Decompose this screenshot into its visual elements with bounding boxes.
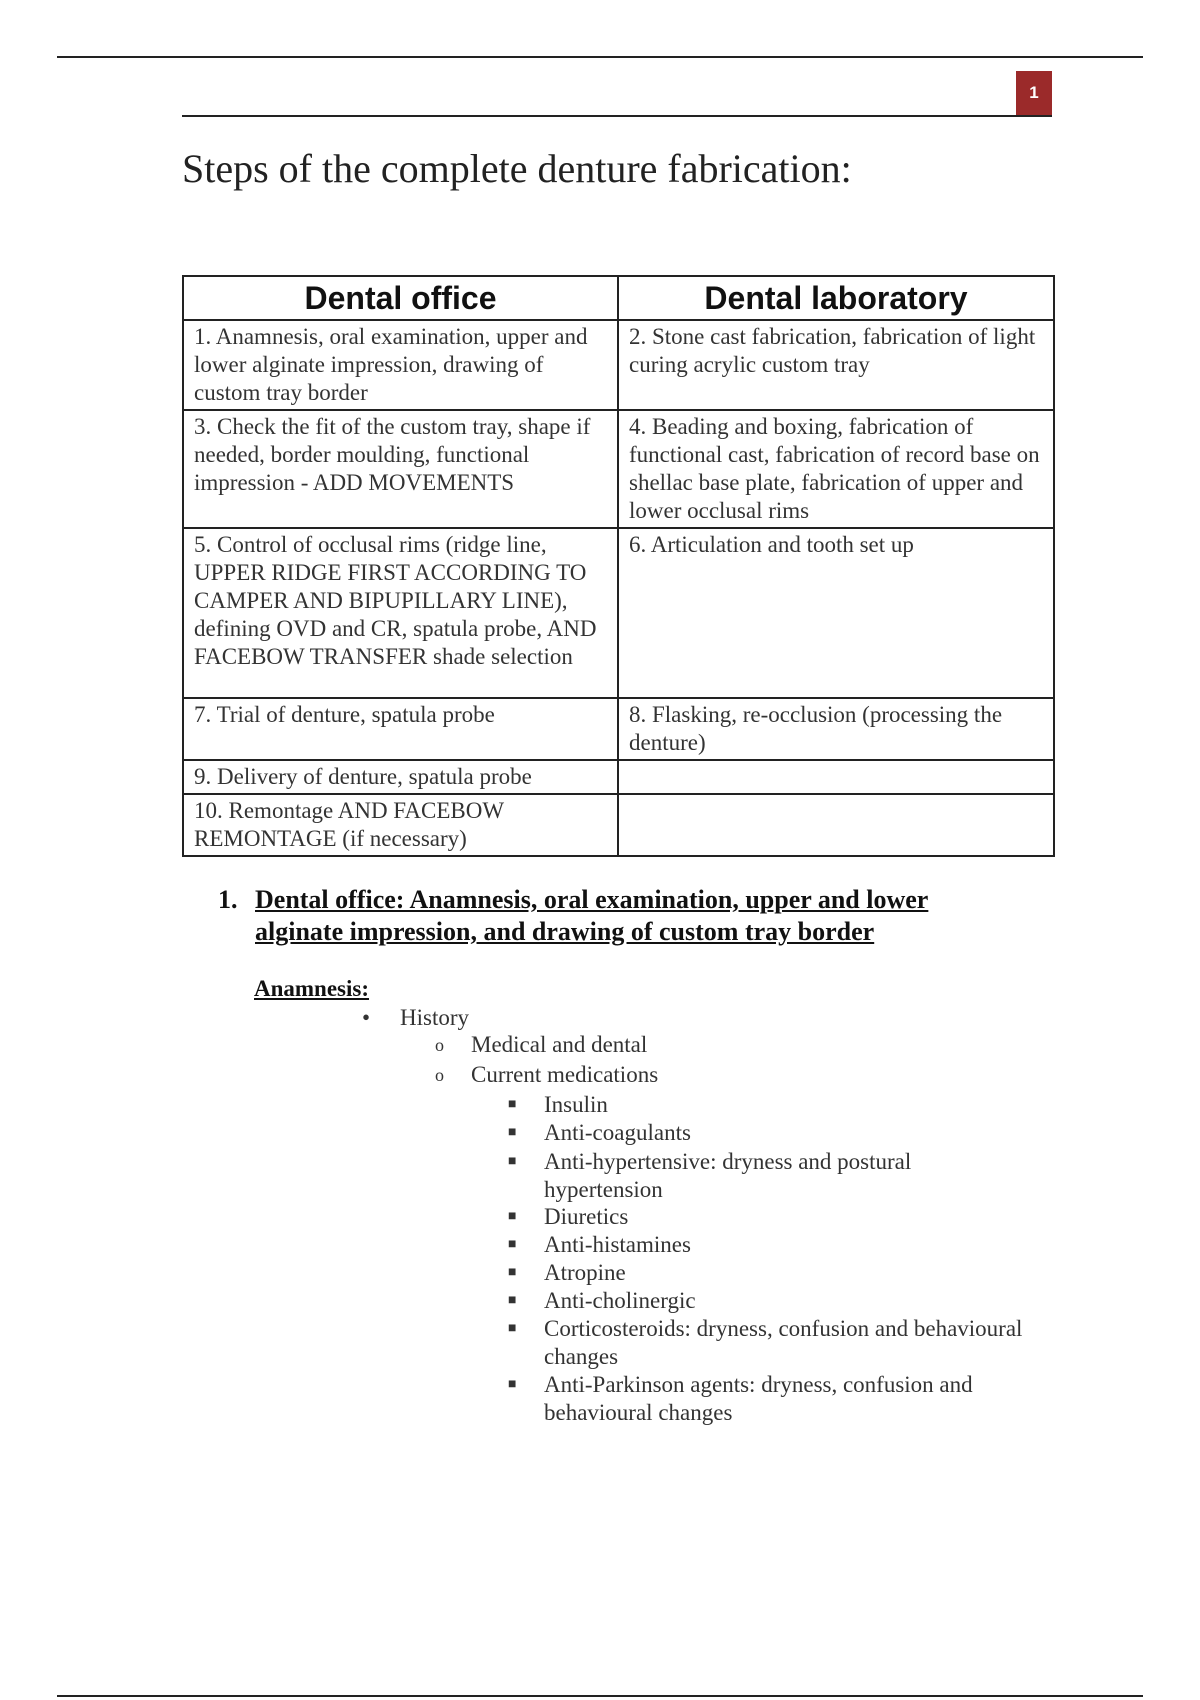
bullet-circle-icon: o [435, 1035, 444, 1055]
section-heading-text: Dental office: Anamnesis, oral examination, upper and lower alginate impression, and drawing of custom tray border [255, 885, 929, 946]
table-row [183, 760, 1054, 794]
list-item: ■ Anti-Parkinson agents: dryness, confusion and behavioural changes [508, 1372, 973, 1425]
table-cell-office: 1. Anamnesis, oral examination, upper and lower alginate impression, drawing of custom tray border [183, 320, 618, 410]
bullet-square-icon: ■ [508, 1097, 517, 1112]
bullet-square-icon: ■ [508, 1125, 517, 1140]
list-item: ■ Atropine [508, 1260, 626, 1285]
bullet-square-icon: ■ [508, 1321, 517, 1336]
bullet-square-icon: ■ [508, 1377, 517, 1392]
table-cell-office: 7. Trial of denture, spatula probe [183, 698, 618, 760]
list-item: ■ Anti-histamines [508, 1232, 691, 1257]
table-cell-office: 9. Delivery of denture, spatula probe [183, 760, 618, 794]
table-cell-office: 5. Control of occlusal rims (ridge line, UPPER RIDGE FIRST ACCORDING TO CAMPER AND BIPUPILLARY LINE), defining OVD and CR, spatula probe, AND FACEBOW TRANSFER shade selection [183, 528, 618, 698]
table-cell-lab [618, 794, 1054, 856]
list-item: ■ Anti-coagulants [508, 1120, 691, 1145]
list-item: ■ Anti-hypertensive: dryness and postural hypertension [508, 1149, 912, 1202]
bullet-square-icon: ■ [508, 1154, 517, 1169]
steps-table [182, 275, 1055, 857]
table-row [183, 410, 1054, 528]
list-item: ■ Anti-cholinergic [508, 1288, 696, 1313]
section-number: 1. [218, 885, 238, 914]
table-cell-office: 10. Remontage AND FACEBOW REMONTAGE (if necessary) [183, 794, 618, 856]
bullet-disc-icon: • [362, 1005, 371, 1030]
header-dental-office: Dental office [183, 276, 618, 320]
table-cell-lab: 8. Flasking, re-occlusion (processing the denture) [618, 698, 1054, 760]
table-row [183, 698, 1054, 760]
list-item: ■ Diuretics [508, 1204, 629, 1229]
page-title: Steps of the complete denture fabrication: [182, 146, 852, 191]
page-number-badge: 1 [1016, 71, 1052, 115]
bullet-square-icon: ■ [508, 1293, 517, 1308]
table-cell-lab: 2. Stone cast fabrication, fabrication of light curing acrylic custom tray [618, 320, 1054, 410]
top-rule [57, 56, 1143, 58]
table-cell-lab: 4. Beading and boxing, fabrication of functional cast, fabrication of record base on shellac base plate, fabrication of upper and lower occlusal rims [618, 410, 1054, 528]
table-cell-lab: 6. Articulation and tooth set up [618, 528, 1054, 698]
list-item: ■ Insulin [508, 1092, 608, 1117]
table-cell-office: 3. Check the fit of the custom tray, shape if needed, border moulding, functional impression - ADD MOVEMENTS [183, 410, 618, 528]
anamnesis-subheading: Anamnesis: [254, 976, 370, 1001]
list-item: ■ Corticosteroids: dryness, confusion and behavioural changes [508, 1316, 1023, 1369]
bullet-circle-icon: o [435, 1065, 444, 1085]
table-row [183, 794, 1054, 856]
bullet-square-icon: ■ [508, 1265, 517, 1280]
table-row [183, 320, 1054, 410]
bullet-square-icon: ■ [508, 1237, 517, 1252]
table-header-row [183, 276, 1054, 320]
section-heading [218, 884, 995, 948]
header-rule [182, 115, 1052, 117]
table-row [183, 528, 1054, 698]
bullet-square-icon: ■ [508, 1209, 517, 1224]
table-cell-lab [618, 760, 1054, 794]
bottom-rule [57, 1695, 1143, 1697]
header-dental-laboratory: Dental laboratory [618, 276, 1054, 320]
